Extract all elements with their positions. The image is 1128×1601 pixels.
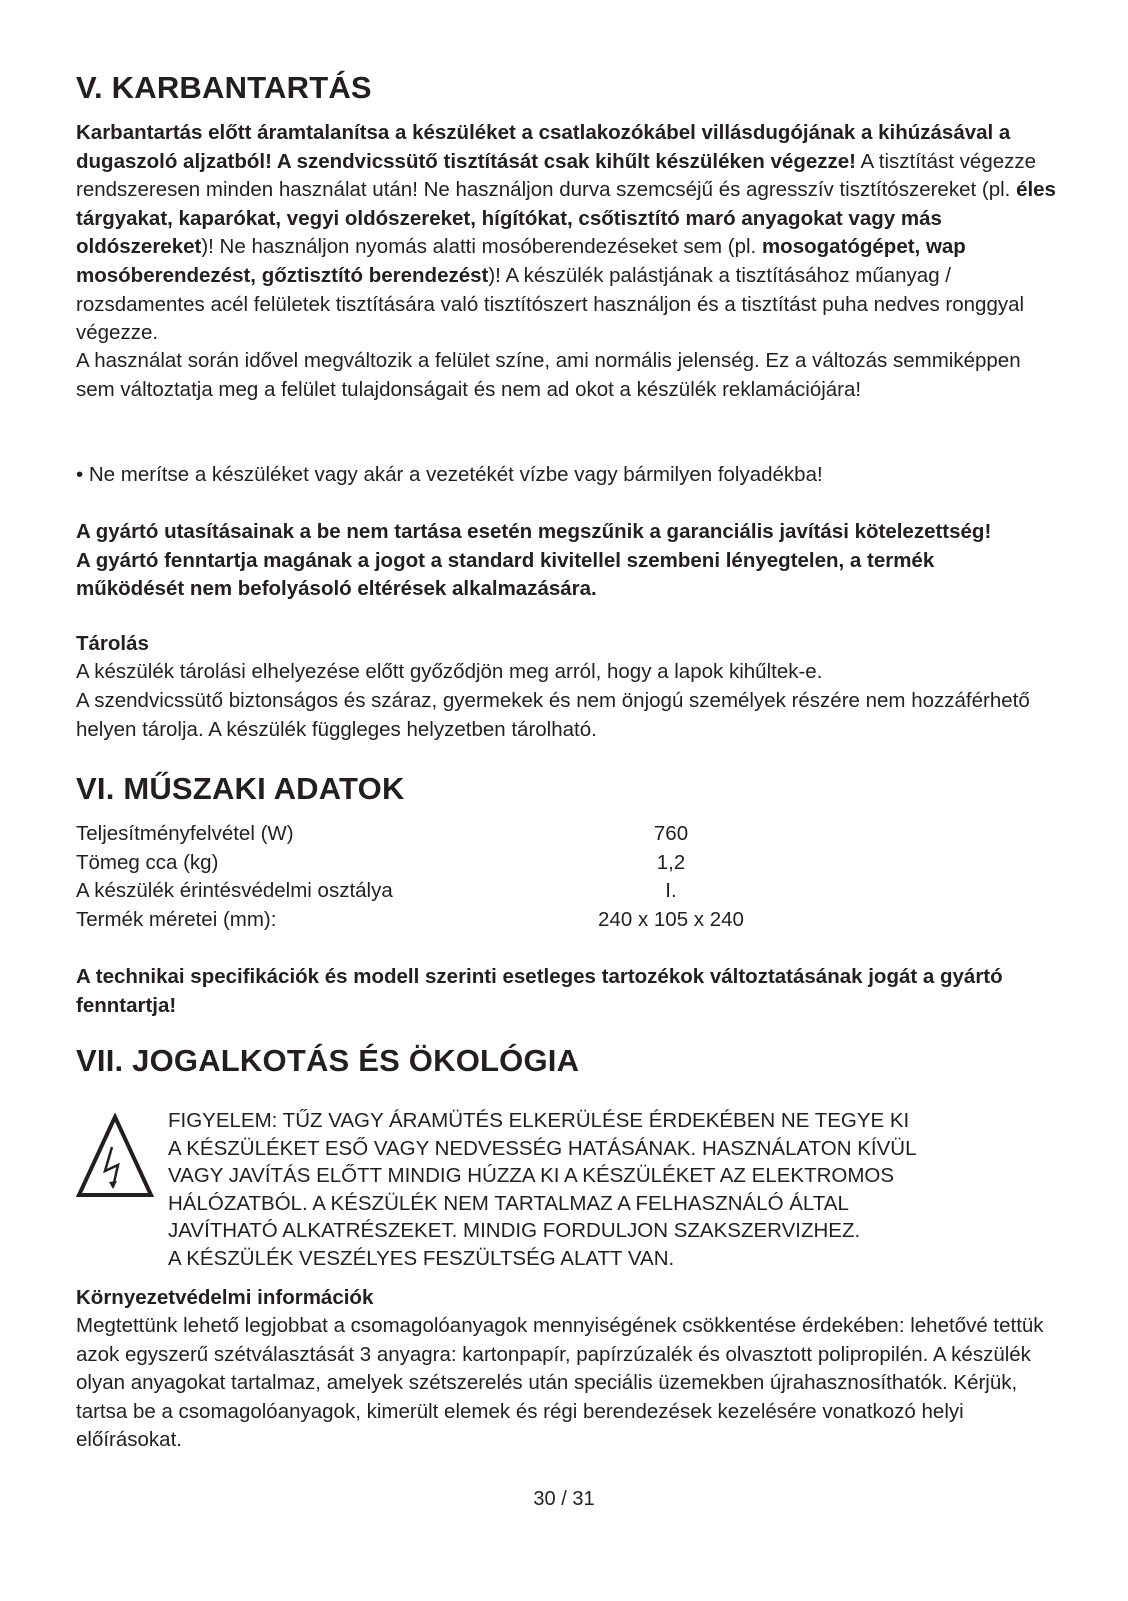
spec-label: Termék méretei (mm): <box>76 907 277 931</box>
warning-line: HÁLÓZATBÓL. A KÉSZÜLÉK NEM TARTALMAZ A FELHASZNÁLÓ ÁLTAL <box>168 1191 849 1215</box>
spec-label: A készülék érintésvédelmi osztálya <box>76 879 393 903</box>
spec-row <box>76 849 786 878</box>
spec-row <box>76 877 786 906</box>
spec-value: 240 x 105 x 240 <box>598 907 744 931</box>
environment-heading: Környezetvédelmi információk <box>76 1286 374 1309</box>
page-number: 30 / 31 <box>533 1488 595 1510</box>
electric-warning-text <box>168 1107 1058 1273</box>
maintenance-text-3: )! A készülék palástjának a tisztításához műanyag / rozsdamentes acél felületek tisztítására való tisztítószert használjon és a tisztítást puha nedves ronggyal végezze. <box>76 263 1025 345</box>
storage-paragraph-1: A készülék tárolási elhelyezése előtt győződjön meg arról, hogy a lapok kihűltek-e. <box>76 660 823 683</box>
warning-line: A KÉSZÜLÉKET ESŐ VAGY NEDVESSÉG HATÁSÁNAK. HASZNÁLATON KÍVÜL <box>168 1136 917 1160</box>
section-title-maintenance: V. KARBANTARTÁS <box>76 70 372 105</box>
warranty-notice: A gyártó utasításainak a be nem tartása esetén megszűnik a garanciális javítási kötelezettség! A gyártó fenntartja magának a jogot a standard kivitellel szembeni lényegtelen, a termék működését nem befolyásoló eltérések alkalmazására. <box>76 520 992 601</box>
maintenance-bold-2: éles tárgyakat, kaparókat, vegyi oldószereket, hígítókat, csőtisztító maró anyagokat vagy más oldószereket <box>76 178 1056 259</box>
environment-paragraph: Megtettünk lehető legjobbat a csomagolóanyagok mennyiségének csökkentése érdekében: lehetővé tettük azok egyszerű szétválasztását 3 anyagra: kartonpapír, papírzúzalék és olvasztott polipropilén. A készülék olyan anyagokat tartalmaz, amelyek szétszerelés után speciális üzemekben újrahasznosíthatók. Kérjük, tartsa be a csomagolóanyagok, kimerült elemek és régi berendezések kezelésére vonatkozó helyi előírásokat. <box>76 1314 1044 1452</box>
spec-value: I. <box>665 879 677 903</box>
high-voltage-warning-icon <box>76 1113 154 1199</box>
specs-note: A technikai specifikációk és modell szerinti esetleges tartozékok változtatásának jogát a gyártó fenntartja! <box>76 965 1003 1017</box>
maintenance-text-1: A tisztítást végezze rendszeresen minden használat után! Ne használjon durva szemcséjű és agresszív tisztítószereket (pl. <box>76 149 1037 202</box>
spec-label: Tömeg cca (kg) <box>76 850 219 874</box>
warning-line: JAVÍTHATÓ ALKATRÉSZEKET. MINDIG FORDULJON SZAKSZERVIZHEZ. <box>168 1219 861 1243</box>
warning-line: A KÉSZÜLÉK VESZÉLYES FESZÜLTSÉG ALATT VAN. <box>168 1246 675 1270</box>
maintenance-paragraph <box>76 119 1056 348</box>
spec-value: 760 <box>653 822 689 845</box>
spec-row <box>76 906 786 935</box>
surface-color-paragraph: A használat során idővel megváltozik a felület színe, ami normális jelenség. Ez a változás semmiképpen sem változtatja meg a felület tulajdonságait és nem ad okot a készülék reklamációjára! <box>76 349 1021 401</box>
storage-paragraph-2: A szendvicssütő biztonságos és száraz, gyermekek és nem önjogú személyek részére nem hozzáférhető helyen tárolja. A készülék függleges helyzetben tárolható. <box>76 689 1030 741</box>
section-title-legislation: VII. JOGALKOTÁS ÉS ÖKOLÓGIA <box>76 1043 580 1078</box>
storage-heading: Tárolás <box>76 632 149 655</box>
spec-value: 1,2 <box>656 850 686 874</box>
warning-line: VAGY JAVÍTÁS ELŐTT MINDIG HÚZZA KI A KÉSZÜLÉKET AZ ELEKTROMOS <box>168 1164 895 1188</box>
maintenance-warning-bold: Karbantartás előtt áramtalanítsa a készüléket a csatlakozókábel villásdugójának a kihúzásával a dugaszoló aljzatból! A szendvicssütő tisztítását csak kihűlt készüléken végezze! <box>76 121 1011 173</box>
spec-row <box>76 820 786 849</box>
warning-line: FIGYELEM: TŰZ VAGY ÁRAMÜTÉS ELKERÜLÉSE ÉRDEKÉBEN NE TEGYE KI <box>168 1109 910 1132</box>
maintenance-text-2: )! Ne használjon nyomás alatti mosóberendezéseket sem (pl. <box>201 235 762 259</box>
specs-table <box>76 820 786 934</box>
immersion-bullet: • Ne merítse a készüléket vagy akár a vezetékét vízbe vagy bármilyen folyadékba! <box>76 463 823 486</box>
spec-label: Teljesítményfelvétel (W) <box>76 822 294 845</box>
section-title-specs: VI. MŰSZAKI ADATOK <box>76 771 405 806</box>
maintenance-bold-3: mosogatógépet, wap mosóberendezést, gőztisztító berendezést <box>76 235 966 287</box>
